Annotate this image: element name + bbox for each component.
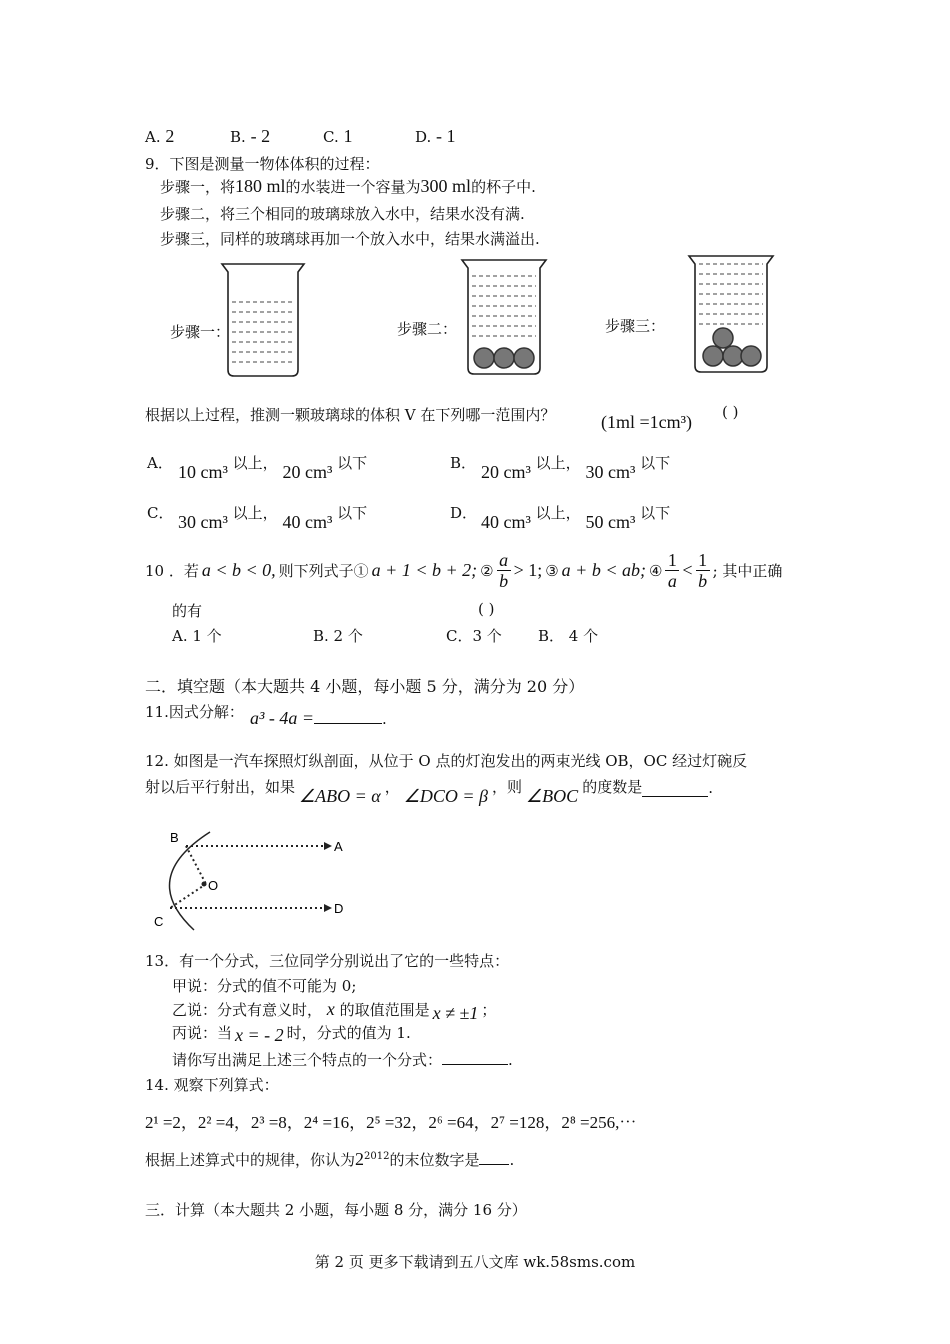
q9-unit-note: (1ml =1cm³) <box>601 412 693 432</box>
q11-label: 11.因式分解： <box>145 703 244 721</box>
q13-line3: 乙说：分式有意义时， x 的取值范围是 x ≠ ±1 ； <box>172 999 497 1023</box>
q8-option-c: C. 1 <box>323 126 353 146</box>
q9-option-a-range: 10 cm³ 以上， 20 cm³ 以下 <box>178 454 368 482</box>
fig-point-c: C <box>154 914 164 929</box>
q10-option-c: C．3 个 <box>446 627 502 645</box>
section3-heading: 三．计算（本大题共 2 小题，每小题 8 分，满分 16 分） <box>145 1201 527 1219</box>
fig-point-o: O <box>208 878 219 893</box>
q12-line1: 12. 如图是一汽车探照灯纵剖面，从位于 O 点的灯泡发出的两束光线 OB，OC 经过灯碗反 <box>145 752 748 770</box>
q14-label: 14. 观察下列算式： <box>145 1076 279 1094</box>
q10-option-b: B. 2 个 <box>313 627 363 645</box>
q10-stem: 10 ．若 a < b < 0, 则下列式子① a + 1 < b + 2; ② $\frac{a}{b}$ > 1; ③ a + b < ab; ④ $\frac{1}{a}$ < $\frac{1}{b}$ ; 其中正确 <box>145 550 783 591</box>
fig-label-step1: 步骤一： <box>170 323 231 341</box>
q10-fraction-a-over-b: $\frac{a}{b}$ <box>497 550 511 591</box>
q9-option-d-range: 40 cm³ 以上， 50 cm³ 以下 <box>481 504 671 532</box>
beaker-step2-figure <box>458 256 550 378</box>
q14-question: 根据上述算式中的规律，你认为$2^{2012}$的末位数字是 . <box>145 1149 515 1169</box>
beaker-step1-figure <box>218 260 308 380</box>
q9-option-b: B． <box>450 454 477 472</box>
q10-option-d: B． 4 个 <box>538 627 599 645</box>
q11-expression: a³ - 4a = . <box>250 708 387 728</box>
q10-fraction-1-over-a: $\frac{1}{a}$ <box>665 550 679 591</box>
q9-question: 根据以上过程，推测一颗玻璃球的体积 V 在下列哪一范围内？ <box>145 406 556 424</box>
q10-line2: 的有 <box>172 602 203 620</box>
q10-fraction-1-over-b: $\frac{1}{b}$ <box>696 550 710 591</box>
headlight-diagram <box>148 826 358 936</box>
q13-line2: 甲说：分式的值不可能为 0; <box>172 977 357 995</box>
q9-answer-paren: ( ) <box>722 403 739 421</box>
q9-option-c-range: 30 cm³ 以上， 40 cm³ 以下 <box>178 504 368 532</box>
q9-option-d: D． <box>450 504 478 522</box>
fig-label-step3: 步骤三： <box>605 317 666 335</box>
q9-option-b-range: 20 cm³ 以上， 30 cm³ 以下 <box>481 454 671 482</box>
page-footer: 第 2 页 更多下载请到五八文库 wk.58sms.com <box>314 1253 636 1271</box>
fig-point-d: D <box>334 901 344 916</box>
q9-stem: 9．下图是测量一物体体积的过程： <box>145 155 380 173</box>
q9-step3: 步骤三，同样的玻璃球再加一个放入水中，结果水满溢出. <box>160 230 540 248</box>
q10-answer-paren: ( ) <box>478 600 495 618</box>
q12-line2: 射以后平行射出，如果 ∠ABO = α ， ∠DCO = β ，则 ∠BOC 的度数是 . <box>145 778 713 806</box>
q8-option-b: B. - 2 <box>230 126 271 146</box>
q9-step2: 步骤二，将三个相同的玻璃球放入水中，结果水没有满. <box>160 205 525 223</box>
q14-sequence: 2¹ =2，2² =4，2³ =8，2⁴ =16，2⁵ =32，2⁶ =64，2⁷ =128，2⁸ =256,⋯ <box>145 1113 637 1132</box>
q9-option-c: C． <box>147 504 174 522</box>
q10-option-a: A. 1 个 <box>172 627 222 645</box>
fig-label-step2: 步骤二： <box>397 320 458 338</box>
q9-option-a: A． <box>147 454 173 472</box>
fig-point-a: A <box>334 839 343 854</box>
q8-option-d: D. - 1 <box>415 126 456 146</box>
q8-option-a: A. 2 <box>145 126 175 146</box>
q9-step1: 步骤一，将180 ml的水装进一个容量为300 ml的杯子中. <box>160 176 536 196</box>
fig-point-b: B <box>170 830 179 845</box>
q13-line5: 请你写出满足上述三个特点的一个分式： . <box>172 1051 513 1069</box>
beaker-step3-figure <box>685 252 777 376</box>
q13-line4: 丙说：当 x = - 2 时，分式的值为 1. <box>172 1024 411 1045</box>
q13-line1: 13．有一个分式，三位同学分别说出了它的一些特点： <box>145 952 510 970</box>
section2-heading: 二．填空题（本大题共 4 小题，每小题 5 分，满分为 20 分） <box>145 677 585 696</box>
